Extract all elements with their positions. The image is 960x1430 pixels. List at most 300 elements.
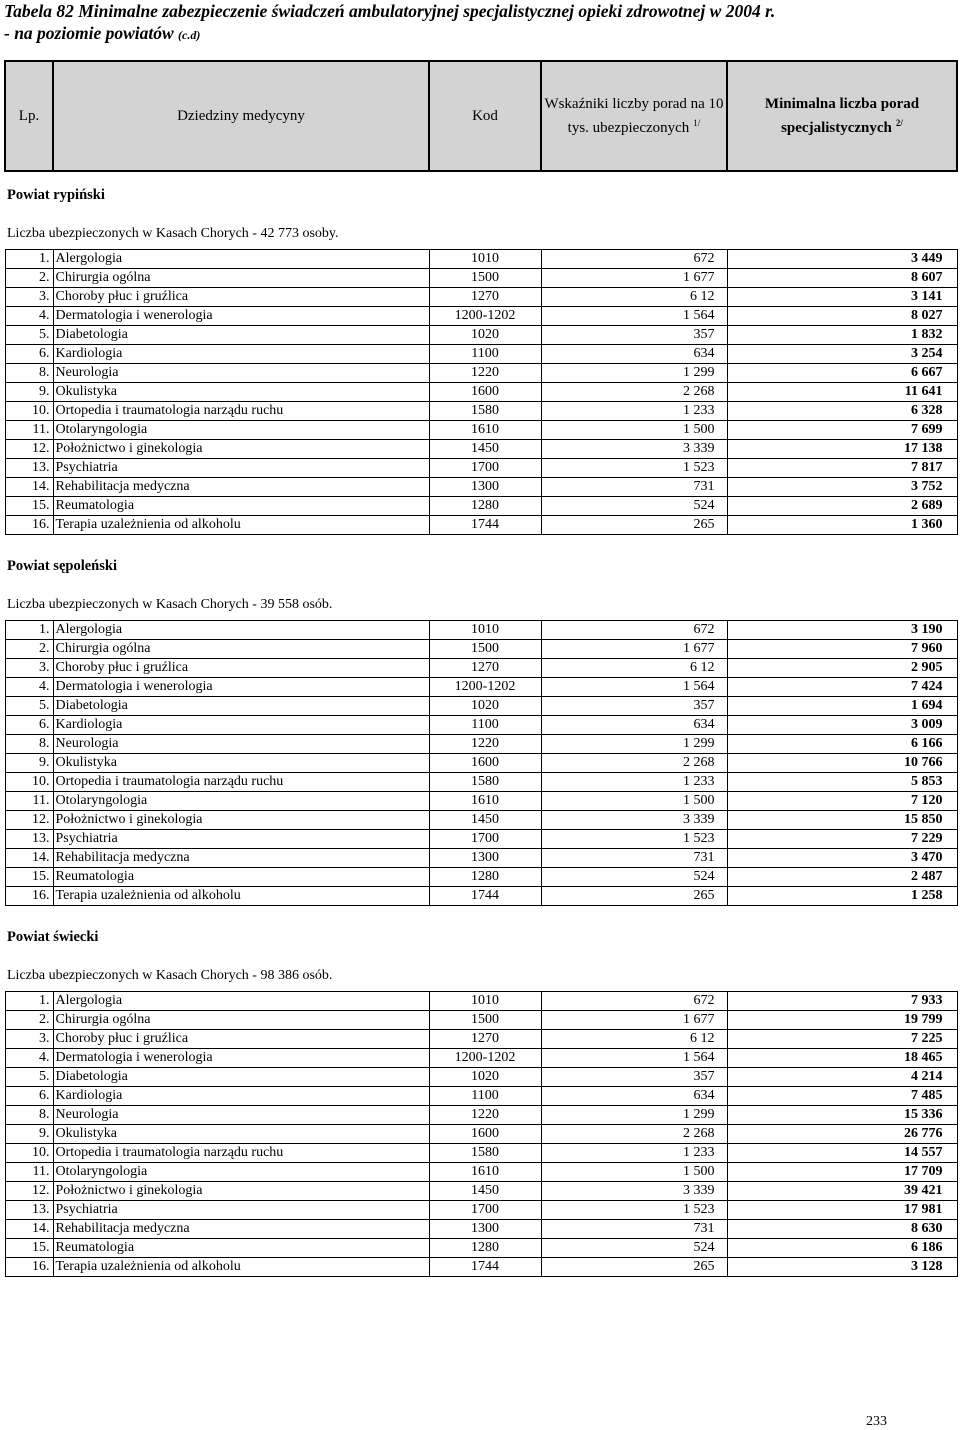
table-row (5, 440, 957, 459)
cell-name: Choroby płuc i gruźlica (53, 1030, 429, 1049)
cell-name: Okulistyka (53, 754, 429, 773)
cell-wskaznik: 357 (541, 697, 727, 716)
cell-minimalna: 3 470 (727, 849, 957, 868)
cell-wskaznik: 672 (541, 992, 727, 1011)
cell-name: Położnictwo i ginekologia (53, 1182, 429, 1201)
table-body (5, 171, 957, 1277)
cell-minimalna: 17 981 (727, 1201, 957, 1220)
cell-minimalna: 3 141 (727, 288, 957, 307)
data-table (4, 60, 958, 1277)
cell-name: Rehabilitacja medyczna (53, 849, 429, 868)
table-row (5, 288, 957, 307)
table-row (5, 1030, 957, 1049)
cell-kod: 1300 (429, 849, 541, 868)
cell-name: Chirurgia ogólna (53, 1011, 429, 1030)
table-row (5, 1068, 957, 1087)
cell-minimalna: 3 190 (727, 621, 957, 640)
cell-lp: 5. (5, 1068, 53, 1087)
cell-kod: 1500 (429, 269, 541, 288)
cell-kod: 1270 (429, 659, 541, 678)
cell-lp: 14. (5, 1220, 53, 1239)
table-row (5, 250, 957, 269)
cell-wskaznik: 6 12 (541, 288, 727, 307)
header-row (5, 61, 957, 171)
cell-name: Reumatologia (53, 497, 429, 516)
title-line-1: Tabela 82 Minimalne zabezpieczenie świadczeń ambulatoryjnej specjalistycznej opieki zdrowotnej w 2004 r. (4, 1, 776, 21)
cell-minimalna: 8 607 (727, 269, 957, 288)
cell-kod: 1280 (429, 868, 541, 887)
section-header-row (5, 906, 957, 949)
cell-minimalna: 7 229 (727, 830, 957, 849)
cell-wskaznik: 2 268 (541, 383, 727, 402)
cell-lp: 4. (5, 678, 53, 697)
cell-wskaznik: 357 (541, 326, 727, 345)
cell-name: Psychiatria (53, 830, 429, 849)
cell-wskaznik: 1 523 (541, 830, 727, 849)
cell-name: Otolaryngologia (53, 792, 429, 811)
cell-kod: 1270 (429, 1030, 541, 1049)
cell-lp: 9. (5, 383, 53, 402)
table-row (5, 773, 957, 792)
cell-minimalna: 3 128 (727, 1258, 957, 1277)
cell-kod: 1450 (429, 811, 541, 830)
cell-name: Neurologia (53, 735, 429, 754)
cell-name: Położnictwo i ginekologia (53, 811, 429, 830)
cell-lp: 1. (5, 992, 53, 1011)
cell-lp: 11. (5, 792, 53, 811)
cell-minimalna: 15 336 (727, 1106, 957, 1125)
cell-name: Reumatologia (53, 868, 429, 887)
cell-lp: 15. (5, 868, 53, 887)
cell-wskaznik: 1 299 (541, 364, 727, 383)
table-row (5, 659, 957, 678)
cell-kod: 1010 (429, 621, 541, 640)
cell-wskaznik: 524 (541, 1239, 727, 1258)
cell-minimalna: 7 699 (727, 421, 957, 440)
cell-name: Terapia uzależnienia od alkoholu (53, 887, 429, 906)
cell-kod: 1270 (429, 288, 541, 307)
cell-lp: 15. (5, 1239, 53, 1258)
cell-wskaznik: 265 (541, 887, 727, 906)
table-row (5, 1163, 957, 1182)
cell-kod: 1100 (429, 1087, 541, 1106)
table-row (5, 735, 957, 754)
cell-lp: 15. (5, 497, 53, 516)
table-row (5, 364, 957, 383)
cell-wskaznik: 731 (541, 478, 727, 497)
cell-minimalna: 19 799 (727, 1011, 957, 1030)
cell-wskaznik: 1 233 (541, 773, 727, 792)
insured-count: Liczba ubezpieczonych w Kasach Chorych - 39 558 osób. (7, 597, 333, 612)
cell-name: Chirurgia ogólna (53, 640, 429, 659)
cell-minimalna: 5 853 (727, 773, 957, 792)
cell-lp: 5. (5, 697, 53, 716)
table-row (5, 868, 957, 887)
cell-name: Ortopedia i traumatologia narządu ruchu (53, 773, 429, 792)
table-row (5, 754, 957, 773)
cell-wskaznik: 357 (541, 1068, 727, 1087)
cell-name: Neurologia (53, 364, 429, 383)
cell-wskaznik: 1 500 (541, 421, 727, 440)
cell-wskaznik: 524 (541, 868, 727, 887)
cell-wskaznik: 1 299 (541, 735, 727, 754)
table-row (5, 497, 957, 516)
cell-minimalna: 7 817 (727, 459, 957, 478)
cell-wskaznik: 634 (541, 716, 727, 735)
cell-minimalna: 4 214 (727, 1068, 957, 1087)
table-row (5, 269, 957, 288)
cell-minimalna: 6 667 (727, 364, 957, 383)
cell-lp: 14. (5, 849, 53, 868)
cell-name: Neurologia (53, 1106, 429, 1125)
cell-name: Dermatologia i wenerologia (53, 678, 429, 697)
cell-kod: 1200-1202 (429, 678, 541, 697)
cell-wskaznik: 1 500 (541, 1163, 727, 1182)
header-minimalna-note: 2/ (895, 117, 903, 128)
cell-kod: 1450 (429, 1182, 541, 1201)
cell-name: Rehabilitacja medyczna (53, 1220, 429, 1239)
cell-name: Diabetologia (53, 326, 429, 345)
cell-lp: 12. (5, 811, 53, 830)
cell-lp: 9. (5, 1125, 53, 1144)
cell-name: Terapia uzależnienia od alkoholu (53, 1258, 429, 1277)
cell-wskaznik: 1 677 (541, 640, 727, 659)
table-row (5, 326, 957, 345)
cell-minimalna: 6 328 (727, 402, 957, 421)
cell-kod: 1600 (429, 754, 541, 773)
cell-lp: 10. (5, 402, 53, 421)
cell-name: Dermatologia i wenerologia (53, 307, 429, 326)
cell-minimalna: 1 694 (727, 697, 957, 716)
cell-name: Kardiologia (53, 1087, 429, 1106)
cell-wskaznik: 731 (541, 1220, 727, 1239)
cell-minimalna: 6 186 (727, 1239, 957, 1258)
cell-lp: 12. (5, 440, 53, 459)
cell-name: Położnictwo i ginekologia (53, 440, 429, 459)
table-row (5, 1239, 957, 1258)
cell-name: Diabetologia (53, 1068, 429, 1087)
cell-kod: 1100 (429, 345, 541, 364)
table-row (5, 478, 957, 497)
cell-wskaznik: 672 (541, 621, 727, 640)
cell-minimalna: 7 120 (727, 792, 957, 811)
cell-kod: 1744 (429, 516, 541, 535)
cell-kod: 1020 (429, 1068, 541, 1087)
cell-wskaznik: 731 (541, 849, 727, 868)
cell-minimalna: 1 832 (727, 326, 957, 345)
header-minimalna-text: Minimalna liczba porad specjalistycznych (764, 95, 920, 136)
cell-kod: 1200-1202 (429, 1049, 541, 1068)
table-row (5, 849, 957, 868)
cell-name: Okulistyka (53, 1125, 429, 1144)
table-row (5, 792, 957, 811)
cell-lp: 10. (5, 773, 53, 792)
cell-lp: 3. (5, 1030, 53, 1049)
cell-name: Kardiologia (53, 716, 429, 735)
table-row (5, 811, 957, 830)
section-header-row (5, 535, 957, 578)
table-row (5, 1106, 957, 1125)
cell-lp: 4. (5, 307, 53, 326)
insured-count-row (5, 206, 957, 250)
cell-kod: 1500 (429, 640, 541, 659)
cell-minimalna: 8 630 (727, 1220, 957, 1239)
table-row (5, 421, 957, 440)
cell-kod: 1020 (429, 326, 541, 345)
cell-minimalna: 1 258 (727, 887, 957, 906)
cell-minimalna: 10 766 (727, 754, 957, 773)
cell-lp: 1. (5, 621, 53, 640)
table-row (5, 1201, 957, 1220)
cell-name: Reumatologia (53, 1239, 429, 1258)
insured-count: Liczba ubezpieczonych w Kasach Chorych - 98 386 osób. (7, 968, 333, 983)
cell-lp: 8. (5, 1106, 53, 1125)
header-lp: Lp. (5, 61, 53, 171)
cell-lp: 16. (5, 1258, 53, 1277)
cell-name: Diabetologia (53, 697, 429, 716)
cell-kod: 1500 (429, 1011, 541, 1030)
cell-wskaznik: 1 677 (541, 1011, 727, 1030)
section-name: Powiat sępoleński (7, 558, 117, 574)
cell-name: Terapia uzależnienia od alkoholu (53, 516, 429, 535)
cell-kod: 1610 (429, 1163, 541, 1182)
cell-lp: 16. (5, 887, 53, 906)
table-row (5, 621, 957, 640)
cell-name: Ortopedia i traumatologia narządu ruchu (53, 1144, 429, 1163)
cell-kod: 1580 (429, 773, 541, 792)
cell-kod: 1020 (429, 697, 541, 716)
cell-minimalna: 3 254 (727, 345, 957, 364)
header-wskazniki (541, 61, 727, 171)
cell-name: Psychiatria (53, 1201, 429, 1220)
section-name: Powiat rypiński (7, 187, 105, 203)
cell-name: Ortopedia i traumatologia narządu ruchu (53, 402, 429, 421)
cell-name: Chirurgia ogólna (53, 269, 429, 288)
section-name: Powiat świecki (7, 929, 99, 945)
table-row (5, 887, 957, 906)
cell-minimalna: 3 009 (727, 716, 957, 735)
insured-count-row (5, 577, 957, 621)
insured-count: Liczba ubezpieczonych w Kasach Chorych - 42 773 osoby. (7, 226, 339, 241)
cell-kod: 1450 (429, 440, 541, 459)
cell-wskaznik: 3 339 (541, 440, 727, 459)
table-row (5, 307, 957, 326)
cell-minimalna: 18 465 (727, 1049, 957, 1068)
cell-name: Otolaryngologia (53, 1163, 429, 1182)
cell-kod: 1600 (429, 383, 541, 402)
cell-lp: 8. (5, 364, 53, 383)
cell-lp: 3. (5, 659, 53, 678)
cell-minimalna: 14 557 (727, 1144, 957, 1163)
cell-name: Psychiatria (53, 459, 429, 478)
cell-name: Dermatologia i wenerologia (53, 1049, 429, 1068)
cell-minimalna: 17 138 (727, 440, 957, 459)
cell-name: Choroby płuc i gruźlica (53, 659, 429, 678)
cell-minimalna: 17 709 (727, 1163, 957, 1182)
cell-wskaznik: 524 (541, 497, 727, 516)
cell-kod: 1610 (429, 421, 541, 440)
cell-wskaznik: 1 677 (541, 269, 727, 288)
cell-wskaznik: 1 299 (541, 1106, 727, 1125)
table-row (5, 1125, 957, 1144)
cell-lp: 11. (5, 1163, 53, 1182)
header-dziedziny: Dziedziny medycyny (53, 61, 429, 171)
cell-minimalna: 2 689 (727, 497, 957, 516)
section-header-row (5, 171, 957, 206)
cell-kod: 1100 (429, 716, 541, 735)
table-row (5, 345, 957, 364)
cell-kod: 1280 (429, 1239, 541, 1258)
cell-wskaznik: 672 (541, 250, 727, 269)
table-row (5, 830, 957, 849)
cell-wskaznik: 2 268 (541, 1125, 727, 1144)
cell-lp: 13. (5, 1201, 53, 1220)
cell-lp: 5. (5, 326, 53, 345)
page-number: 233 (866, 1414, 887, 1429)
cell-minimalna: 8 027 (727, 307, 957, 326)
cell-minimalna: 7 933 (727, 992, 957, 1011)
cell-lp: 11. (5, 421, 53, 440)
cell-lp: 13. (5, 459, 53, 478)
cell-lp: 6. (5, 1087, 53, 1106)
cell-wskaznik: 1 564 (541, 307, 727, 326)
cell-kod: 1700 (429, 830, 541, 849)
cell-wskaznik: 1 233 (541, 1144, 727, 1163)
header-wskazniki-note: 1/ (693, 117, 701, 128)
cell-lp: 16. (5, 516, 53, 535)
cell-minimalna: 3 752 (727, 478, 957, 497)
table-row (5, 1144, 957, 1163)
cell-lp: 3. (5, 288, 53, 307)
cell-kod: 1580 (429, 1144, 541, 1163)
table-row (5, 459, 957, 478)
cell-minimalna: 7 225 (727, 1030, 957, 1049)
title-suffix: (c.d) (178, 28, 201, 42)
cell-name: Rehabilitacja medyczna (53, 478, 429, 497)
cell-wskaznik: 1 523 (541, 459, 727, 478)
cell-lp: 6. (5, 345, 53, 364)
cell-wskaznik: 265 (541, 516, 727, 535)
cell-lp: 2. (5, 269, 53, 288)
cell-wskaznik: 1 523 (541, 1201, 727, 1220)
table-title (4, 0, 956, 46)
table-row (5, 402, 957, 421)
cell-kod: 1744 (429, 887, 541, 906)
cell-minimalna: 7 424 (727, 678, 957, 697)
cell-wskaznik: 1 564 (541, 678, 727, 697)
cell-wskaznik: 1 500 (541, 792, 727, 811)
table-row (5, 640, 957, 659)
cell-kod: 1280 (429, 497, 541, 516)
cell-wskaznik: 6 12 (541, 659, 727, 678)
cell-wskaznik: 1 233 (541, 402, 727, 421)
cell-minimalna: 7 485 (727, 1087, 957, 1106)
cell-name: Alergologia (53, 621, 429, 640)
cell-name: Alergologia (53, 992, 429, 1011)
cell-wskaznik: 634 (541, 1087, 727, 1106)
table-row (5, 1087, 957, 1106)
header-kod: Kod (429, 61, 541, 171)
cell-lp: 4. (5, 1049, 53, 1068)
cell-kod: 1220 (429, 364, 541, 383)
cell-kod: 1580 (429, 402, 541, 421)
table-row (5, 1182, 957, 1201)
cell-minimalna: 2 905 (727, 659, 957, 678)
cell-minimalna: 7 960 (727, 640, 957, 659)
table-row (5, 383, 957, 402)
cell-lp: 9. (5, 754, 53, 773)
cell-kod: 1010 (429, 250, 541, 269)
cell-name: Alergologia (53, 250, 429, 269)
cell-lp: 2. (5, 1011, 53, 1030)
cell-minimalna: 11 641 (727, 383, 957, 402)
cell-minimalna: 26 776 (727, 1125, 957, 1144)
table-row (5, 1049, 957, 1068)
table-row (5, 992, 957, 1011)
cell-kod: 1610 (429, 792, 541, 811)
insured-count-row (5, 948, 957, 992)
table-row (5, 1220, 957, 1239)
cell-wskaznik: 265 (541, 1258, 727, 1277)
table-row (5, 1011, 957, 1030)
cell-lp: 6. (5, 716, 53, 735)
cell-name: Okulistyka (53, 383, 429, 402)
cell-kod: 1300 (429, 478, 541, 497)
cell-kod: 1700 (429, 1201, 541, 1220)
cell-lp: 10. (5, 1144, 53, 1163)
cell-kod: 1010 (429, 992, 541, 1011)
cell-lp: 2. (5, 640, 53, 659)
cell-kod: 1600 (429, 1125, 541, 1144)
cell-lp: 8. (5, 735, 53, 754)
cell-kod: 1200-1202 (429, 307, 541, 326)
cell-minimalna: 1 360 (727, 516, 957, 535)
table-row (5, 697, 957, 716)
cell-wskaznik: 3 339 (541, 811, 727, 830)
table-row (5, 1258, 957, 1277)
header-wskazniki-text: Wskaźniki liczby porad na 10 tys. ubezpieczonych (544, 95, 724, 136)
cell-kod: 1300 (429, 1220, 541, 1239)
cell-minimalna: 6 166 (727, 735, 957, 754)
table-row (5, 516, 957, 535)
table-row (5, 678, 957, 697)
cell-wskaznik: 634 (541, 345, 727, 364)
cell-minimalna: 2 487 (727, 868, 957, 887)
cell-kod: 1700 (429, 459, 541, 478)
cell-kod: 1220 (429, 735, 541, 754)
header-minimalna (727, 61, 957, 171)
cell-name: Choroby płuc i gruźlica (53, 288, 429, 307)
cell-lp: 14. (5, 478, 53, 497)
cell-wskaznik: 2 268 (541, 754, 727, 773)
cell-wskaznik: 6 12 (541, 1030, 727, 1049)
cell-wskaznik: 3 339 (541, 1182, 727, 1201)
cell-lp: 1. (5, 250, 53, 269)
cell-minimalna: 3 449 (727, 250, 957, 269)
cell-kod: 1220 (429, 1106, 541, 1125)
cell-minimalna: 15 850 (727, 811, 957, 830)
cell-name: Kardiologia (53, 345, 429, 364)
cell-lp: 13. (5, 830, 53, 849)
cell-lp: 12. (5, 1182, 53, 1201)
table-row (5, 716, 957, 735)
cell-wskaznik: 1 564 (541, 1049, 727, 1068)
cell-minimalna: 39 421 (727, 1182, 957, 1201)
cell-name: Otolaryngologia (53, 421, 429, 440)
title-line-2-text: - na poziomie powiatów (4, 23, 174, 43)
cell-kod: 1744 (429, 1258, 541, 1277)
title-line-2 (4, 22, 956, 46)
